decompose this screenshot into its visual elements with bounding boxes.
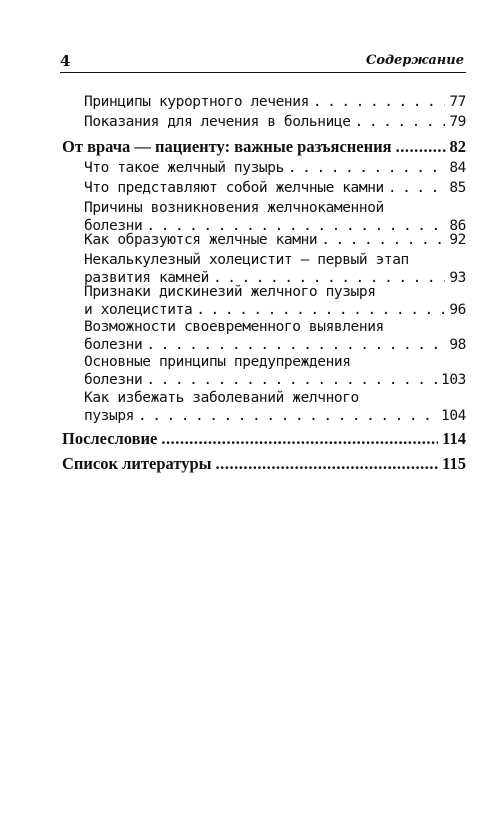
toc-page-number: 92: [449, 232, 466, 248]
toc-entry: [84, 199, 466, 235]
toc-page-number: 98: [449, 337, 466, 353]
toc-section-title: Послесловие: [62, 429, 158, 448]
toc-entry-title: болезни: [84, 218, 143, 234]
dot-leader: [313, 93, 445, 111]
toc-entry-title-line: Признаки дискинезий желчного пузыря: [84, 284, 376, 300]
toc-entry: [84, 251, 466, 287]
toc-entry-title: Что такое желчный пузырь: [84, 160, 284, 176]
toc-page-number: 96: [449, 302, 466, 318]
running-header: Содержание: [365, 53, 464, 68]
toc-entry-title-line: Возможности своевременного выявления: [84, 319, 384, 335]
toc-entry-title: Показания для лечения в больнице: [84, 114, 351, 130]
toc-section-title: От врача — пациенту: важные разъяснения: [62, 137, 392, 156]
dot-leader: [216, 455, 439, 473]
toc-entry-title-line: Основные принципы предупреждения: [84, 354, 351, 370]
toc-entry-title: Что представляют собой желчные камни: [84, 180, 384, 196]
toc-entry: [84, 231, 466, 249]
toc-entry-title: болезни: [84, 372, 143, 388]
toc-entry-title: Принципы курортного лечения: [84, 94, 309, 110]
toc-entry: [84, 179, 466, 197]
page-number: 4: [60, 52, 71, 70]
toc-page-number: 82: [449, 137, 466, 156]
toc-entry: [84, 113, 466, 131]
toc-entry-title: пузыря: [84, 408, 134, 424]
toc-entry: [84, 353, 466, 389]
dot-leader: [146, 336, 445, 354]
toc-section: [62, 138, 466, 156]
toc-entry-title-line: Причины возникновения желчнокаменной: [84, 200, 384, 216]
header-rule: [60, 72, 466, 73]
toc-page-number: 103: [441, 372, 466, 388]
dot-leader: [355, 113, 446, 131]
dot-leader: [196, 301, 445, 319]
dot-leader: [138, 407, 437, 425]
toc-page-number: 77: [449, 94, 466, 110]
dot-leader: [161, 430, 438, 448]
toc-page-number: 79: [449, 114, 466, 130]
toc-entry: [84, 159, 466, 177]
toc-entry-title: Как образуются желчные камни: [84, 232, 318, 248]
toc-page-number: 115: [442, 454, 466, 473]
toc-entry-title: развития камней: [84, 270, 209, 286]
toc-entry-title: и холецистита: [84, 302, 193, 318]
dot-leader: [288, 159, 445, 177]
toc-entry-title: болезни: [84, 337, 143, 353]
dot-leader: [388, 179, 445, 197]
toc-page-number: 114: [442, 429, 466, 448]
toc-section-title: Список литературы: [62, 454, 212, 473]
toc-page-number: 93: [449, 270, 466, 286]
dot-leader: [321, 231, 445, 249]
toc-section: [62, 430, 466, 448]
toc-entry: [84, 318, 466, 354]
toc-page-number: 104: [441, 408, 466, 424]
toc-page-number: 84: [449, 160, 466, 176]
toc-entry-title-line: Как избежать заболеваний желчного: [84, 390, 359, 406]
toc-page-number: 86: [449, 218, 466, 234]
toc-entry-title-line: Некалькулезный холецистит — первый этап: [84, 252, 409, 268]
dot-leader: [396, 138, 446, 156]
toc-entry: [84, 389, 466, 425]
toc-entry: [84, 283, 466, 319]
toc-page-number: 85: [449, 180, 466, 196]
toc-section: [62, 455, 466, 473]
toc-entry: [84, 93, 466, 111]
dot-leader: [146, 371, 437, 389]
